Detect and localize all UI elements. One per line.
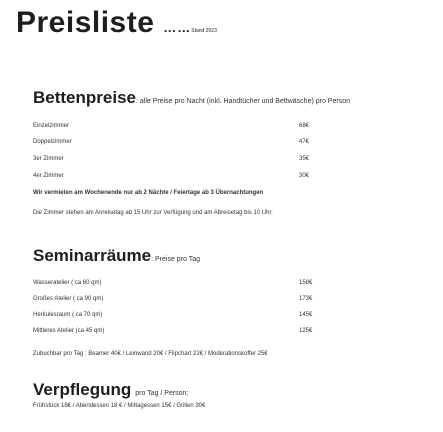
price-row-4er-zimmer: 4er Zimmer 30€ xyxy=(33,173,310,179)
price-row-doppelzimmer: Doppelzimmer 47€ xyxy=(33,139,310,145)
title-dots: ……Stand 2023 xyxy=(163,20,217,35)
checkin-note: Die Zimmer stehen am Anreisetag ab 15 Uhr zur Verfügung und am Abreisetag bis 10 Uhr. xyxy=(33,210,273,216)
verpflegung-heading: Verpflegung pro Tag / Person: xyxy=(33,380,189,399)
seminar-row-mittleres-atelier: Mittleres Atelier (ca 45 qm) 125€ xyxy=(33,328,313,334)
seminar-row-grosses-atelier: Großes Atelier ( ca 90 qm) 173€ xyxy=(33,296,313,302)
weekend-note: Wir vermieten am Wochenende nur ab 2 Nächte / Feiertage ab 3 Übernachtungen xyxy=(33,190,264,196)
seminar-row-herkulesraum: Herkulesraum ( ca 70 qm) 145€ xyxy=(33,312,313,318)
meals-note: Frühstück 18€ / Abendessen 18 € / Mittagessen 15€ / Grillen 30€ xyxy=(33,403,206,409)
page-title: Preisliste ……Stand 2023 xyxy=(16,6,217,39)
bettenpreise-subtitle: : alle Preise pro Nacht (inkl. Handtücher und Bettwäsche) pro Person xyxy=(135,98,350,105)
verpflegung-subtitle: pro Tag / Person: xyxy=(135,390,189,397)
bettenpreise-heading: Bettenpreise: alle Preise pro Nacht (inkl. Handtücher und Bettwäsche) pro Person xyxy=(33,88,350,107)
seminar-subtitle: : Preise pro Tag xyxy=(151,256,201,263)
price-row-einzelzimmer: Einzelzimmer 68€ xyxy=(33,123,310,129)
equipment-note: Zubuchbar pro Tag : Beamer 40€ / Leinwand 20€ / Flipchart 22€ / Moderationskoffer 25€ xyxy=(33,351,268,357)
seminar-row-wasseratelier: Wasseratelier ( ca 60 qm) 158€ xyxy=(33,280,313,286)
price-row-3er-zimmer: 3er Zimmer 35€ xyxy=(33,156,310,162)
stand-label: Stand 2023 xyxy=(191,28,217,34)
seminar-heading: Seminarräume: Preise pro Tag xyxy=(33,246,201,265)
